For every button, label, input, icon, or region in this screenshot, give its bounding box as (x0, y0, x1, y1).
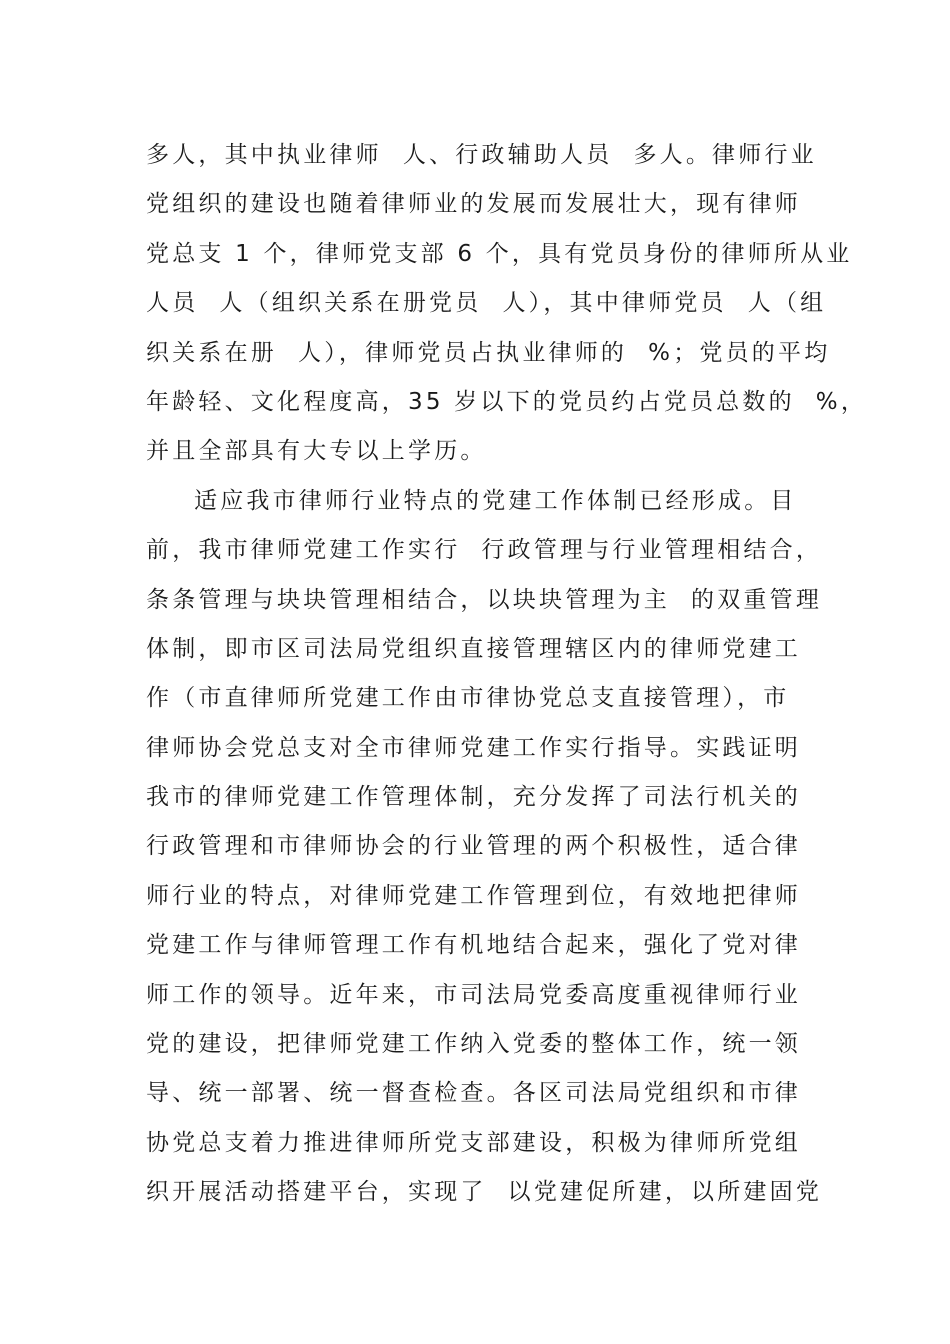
text-line: 并且全部具有大专以上学历。 (146, 438, 487, 465)
text-line: 党的建设，把律师党建工作纳入党委的整体工作，统一领 (146, 1031, 801, 1058)
text-line: 党建工作与律师管理工作有机地结合起来，强化了党对律 (146, 932, 801, 959)
text-line: 师工作的领导。近年来，市司法局党委高度重视律师行业 (146, 981, 801, 1008)
text-line: 师行业的特点，对律师党建工作管理到位，有效地把律师 (146, 882, 801, 909)
text-line: 律师协会党总支对全市律师党建工作实行指导。实践证明 (146, 734, 801, 761)
text-line: 体制，即市区司法局党组织直接管理辖区内的律师党建工 (146, 635, 801, 662)
text-line: 党组织的建设也随着律师业的发展而发展壮大，现有律师 (146, 191, 801, 218)
text-line: 协党总支着力推进律师所党支部建设，积极为律师所党组 (146, 1129, 801, 1156)
text-line: 条条管理与块块管理相结合，以块块管理为主 的双重管理 (146, 586, 823, 613)
text-line: 织开展活动搭建平台，实现了 以党建促所建，以所建固党 (146, 1179, 823, 1206)
text-line: 年龄轻、文化程度高，35 岁以下的党员约占党员总数的 %， (146, 388, 868, 415)
body-text (146, 131, 868, 1218)
text-line: 党总支 1 个，律师党支部 6 个，具有党员身份的律师所从业 (146, 240, 853, 267)
text-line: 我市的律师党建工作管理体制，充分发挥了司法行机关的 (146, 784, 801, 811)
text-line: 织关系在册 人），律师党员占执业律师的 %；党员的平均 (146, 339, 831, 366)
text-line: 前，我市律师党建工作实行 行政管理与行业管理相结合， (146, 537, 823, 564)
text-line: 人员 人（组织关系在册党员 人），其中律师党员 人（组 (146, 290, 827, 317)
text-line: 行政管理和市律师协会的行业管理的两个积极性，适合律 (146, 833, 801, 860)
text-line: 多人，其中执业律师 人、行政辅助人员 多人。律师行业 (146, 142, 817, 168)
text-line: 作（市直律师所党建工作由市律协党总支直接管理），市 (146, 685, 790, 712)
paragraph-first-line: 适应我市律师行业特点的党建工作体制已经形成。目 (194, 487, 797, 514)
text-line: 导、统一部署、统一督查检查。各区司法局党组织和市律 (146, 1080, 801, 1107)
